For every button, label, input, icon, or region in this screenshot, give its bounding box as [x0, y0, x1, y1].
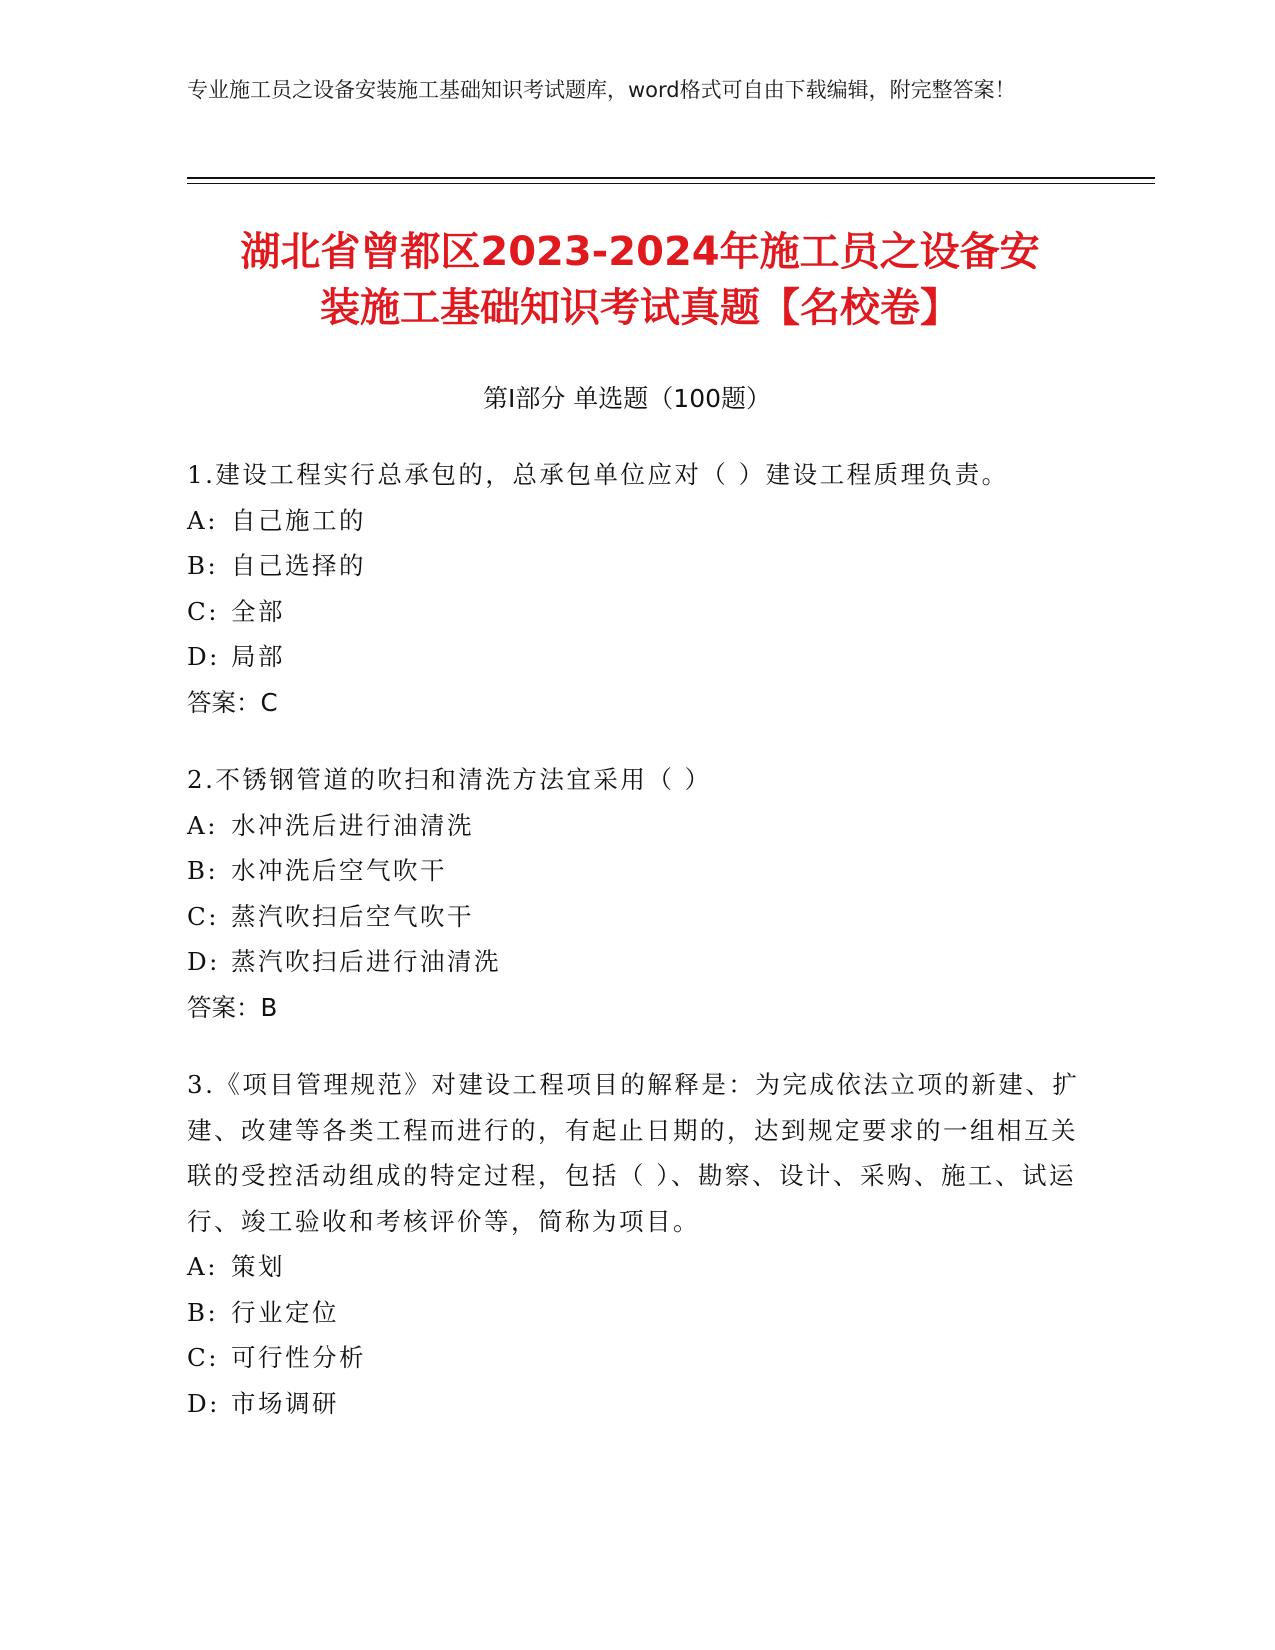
question-stem: 3.《项目管理规范》对建设工程项目的解释是：为完成依法立项的新建、扩建、改建等各类工程而进行的，有起止日期的，达到规定要求的一组相互关联的受控活动组成的特定过程，包括（ ）、勘察、设计、采购、施工、试运行、竣工验收和考核评价等，简称为项目。	[187, 1070, 1080, 1236]
header-note: 专业施工员之设备安装施工基础知识考试题库，word格式可自由下载编辑，附完整答案！	[187, 78, 1016, 102]
option-text: 全部	[231, 596, 285, 626]
document-title-line-1: 湖北省曾都区2023-2024年施工员之设备安	[240, 229, 1040, 275]
option-text: 水冲洗后进行油清洗	[231, 810, 474, 840]
option-text: 可行性分析	[231, 1343, 366, 1372]
question-3	[187, 1062, 1087, 1426]
option-list	[187, 803, 1087, 985]
option-c	[187, 894, 1087, 940]
option-text: 自己选择的	[231, 551, 366, 580]
option-text: 蒸汽吹扫后空气吹干	[231, 901, 474, 931]
option-letter: C:	[187, 596, 220, 626]
option-b	[187, 848, 1087, 894]
question-stem: 2.不锈钢管道的吹扫和清洗方法宜采用（ ）	[187, 765, 712, 794]
question-stem: 1.建设工程实行总承包的，总承包单位应对（ ）建设工程质理负责。	[187, 460, 1009, 489]
option-letter: D:	[187, 1388, 220, 1418]
section-heading: 第Ⅰ部分 单选题（100题）	[482, 384, 772, 413]
option-text: 局部	[231, 642, 285, 671]
option-d	[187, 1381, 1087, 1427]
option-letter: A:	[187, 505, 218, 535]
option-text: 市场调研	[231, 1388, 339, 1418]
document-title-line-2: 装施工基础知识考试真题【名校卷】	[320, 285, 960, 331]
option-letter: C:	[187, 1343, 220, 1372]
option-letter: D:	[187, 947, 220, 976]
option-letter: D:	[187, 642, 220, 671]
option-text: 水冲洗后空气吹干	[231, 856, 447, 885]
option-text: 蒸汽吹扫后进行油清洗	[231, 947, 501, 976]
option-letter: A:	[187, 1252, 218, 1281]
option-c	[187, 1335, 1087, 1381]
option-letter: B:	[187, 551, 219, 580]
option-letter: B:	[187, 1297, 219, 1327]
option-letter: B:	[187, 856, 219, 885]
option-c	[187, 589, 1087, 635]
answer-line: 答案：B	[187, 992, 278, 1022]
option-list	[187, 1244, 1087, 1426]
option-a	[187, 1244, 1087, 1290]
option-d	[187, 634, 1087, 680]
question-2	[187, 757, 1087, 1030]
header-divider-thick	[187, 177, 1155, 179]
option-b	[187, 543, 1087, 589]
answer-line: 答案：C	[187, 687, 278, 717]
document-title	[180, 224, 1100, 336]
option-b	[187, 1290, 1087, 1336]
option-text: 策划	[231, 1252, 285, 1281]
option-a	[187, 803, 1087, 849]
option-text: 行业定位	[231, 1297, 339, 1327]
option-a	[187, 498, 1087, 544]
header-divider-thin	[187, 183, 1155, 184]
question-1	[187, 452, 1087, 725]
option-list	[187, 498, 1087, 680]
option-letter: C:	[187, 901, 220, 931]
option-letter: A:	[187, 810, 218, 840]
option-d	[187, 939, 1087, 985]
option-text: 自己施工的	[231, 505, 366, 535]
